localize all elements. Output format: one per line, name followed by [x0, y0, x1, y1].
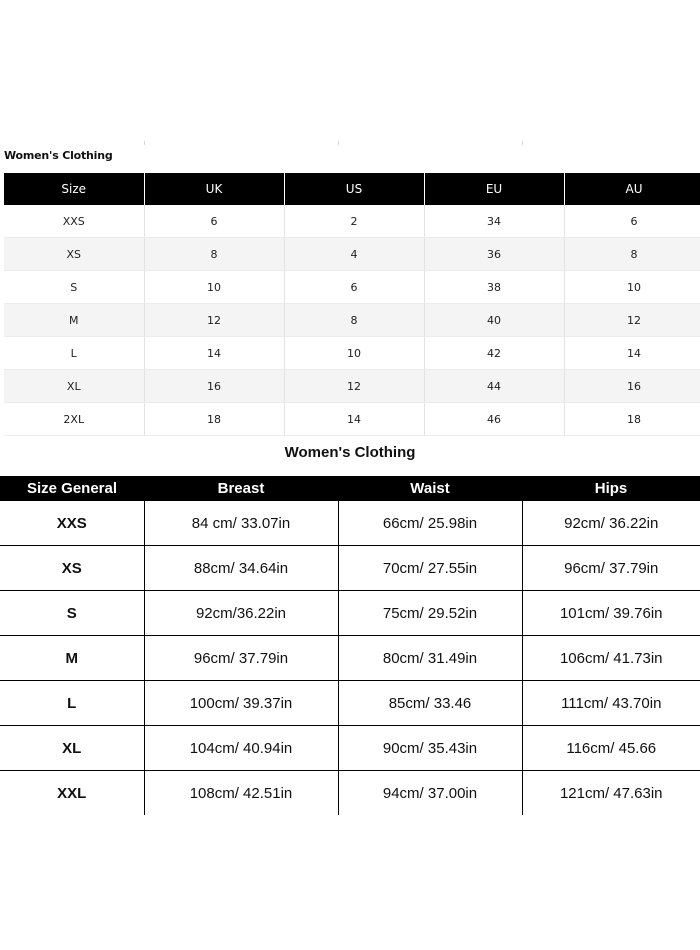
cell-waist: 70cm/ 27.55in	[338, 546, 522, 591]
cell-size: S	[4, 271, 144, 304]
cell-waist: 75cm/ 29.52in	[338, 591, 522, 636]
size-conversion-table-title: Women's Clothing	[4, 149, 113, 162]
cell-eu: 40	[424, 304, 564, 337]
table-row	[0, 726, 700, 771]
cell-au: 14	[564, 337, 700, 370]
size-conversion-table-body	[4, 205, 700, 436]
table-header-row	[0, 476, 700, 501]
table-row	[0, 771, 700, 816]
cell-size: XL	[4, 370, 144, 403]
cell-size-general: XXS	[0, 501, 144, 546]
cell-uk: 12	[144, 304, 284, 337]
cell-breast: 104cm/ 40.94in	[144, 726, 338, 771]
cell-size: L	[4, 337, 144, 370]
cell-waist: 80cm/ 31.49in	[338, 636, 522, 681]
table-row	[4, 403, 700, 436]
cell-waist: 66cm/ 25.98in	[338, 501, 522, 546]
table-row	[4, 205, 700, 238]
cell-size: M	[4, 304, 144, 337]
measurement-table-title: Women's Clothing	[284, 444, 416, 461]
cell-hips: 101cm/ 39.76in	[522, 591, 700, 636]
cell-us: 2	[284, 205, 424, 238]
cell-breast: 96cm/ 37.79in	[144, 636, 338, 681]
cell-size-general: S	[0, 591, 144, 636]
cell-us: 14	[284, 403, 424, 436]
cell-eu: 42	[424, 337, 564, 370]
cell-size-general: XXL	[0, 771, 144, 816]
column-header-au: AU	[564, 173, 700, 205]
cell-size-general: XL	[0, 726, 144, 771]
cell-size: XXS	[4, 205, 144, 238]
cell-hips: 106cm/ 41.73in	[522, 636, 700, 681]
table-row	[4, 271, 700, 304]
cell-uk: 18	[144, 403, 284, 436]
cell-uk: 8	[144, 238, 284, 271]
cell-au: 8	[564, 238, 700, 271]
column-header-eu: EU	[424, 173, 564, 205]
cell-hips: 121cm/ 47.63in	[522, 771, 700, 816]
column-header-uk: UK	[144, 173, 284, 205]
divider-tick	[338, 141, 339, 145]
cell-uk: 6	[144, 205, 284, 238]
cell-size: XS	[4, 238, 144, 271]
cell-eu: 38	[424, 271, 564, 304]
cell-au: 12	[564, 304, 700, 337]
cell-breast: 92cm/36.22in	[144, 591, 338, 636]
table-row	[0, 546, 700, 591]
cell-au: 18	[564, 403, 700, 436]
column-header-size: Size	[4, 173, 144, 205]
cell-us: 4	[284, 238, 424, 271]
cell-breast: 108cm/ 42.51in	[144, 771, 338, 816]
cell-us: 6	[284, 271, 424, 304]
cell-eu: 44	[424, 370, 564, 403]
table-row	[0, 636, 700, 681]
cell-breast: 88cm/ 34.64in	[144, 546, 338, 591]
cell-eu: 34	[424, 205, 564, 238]
cell-waist: 85cm/ 33.46	[338, 681, 522, 726]
cell-us: 8	[284, 304, 424, 337]
cell-au: 10	[564, 271, 700, 304]
cell-waist: 90cm/ 35.43in	[338, 726, 522, 771]
cell-size-general: M	[0, 636, 144, 681]
table-row	[0, 681, 700, 726]
cell-hips: 116cm/ 45.66	[522, 726, 700, 771]
table-row	[0, 591, 700, 636]
cell-hips: 96cm/ 37.79in	[522, 546, 700, 591]
cell-waist: 94cm/ 37.00in	[338, 771, 522, 816]
cell-au: 16	[564, 370, 700, 403]
table-row	[4, 304, 700, 337]
column-header-us: US	[284, 173, 424, 205]
cell-eu: 46	[424, 403, 564, 436]
cell-breast: 84 cm/ 33.07in	[144, 501, 338, 546]
table-row	[4, 238, 700, 271]
cell-au: 6	[564, 205, 700, 238]
cell-size-general: L	[0, 681, 144, 726]
divider-tick	[522, 141, 523, 145]
cell-us: 10	[284, 337, 424, 370]
cell-us: 12	[284, 370, 424, 403]
table-row	[4, 337, 700, 370]
measurement-table	[0, 476, 700, 815]
divider-tick	[144, 141, 145, 145]
table-row	[4, 370, 700, 403]
measurement-table-body	[0, 501, 700, 816]
size-conversion-table	[4, 173, 700, 436]
cell-hips: 111cm/ 43.70in	[522, 681, 700, 726]
cell-size: 2XL	[4, 403, 144, 436]
cell-size-general: XS	[0, 546, 144, 591]
cell-breast: 100cm/ 39.37in	[144, 681, 338, 726]
table-row	[0, 501, 700, 546]
cell-uk: 14	[144, 337, 284, 370]
column-header-breast: Breast	[144, 476, 338, 501]
cell-uk: 16	[144, 370, 284, 403]
column-header-size-general: Size General	[0, 476, 144, 501]
column-header-hips: Hips	[522, 476, 700, 501]
cell-eu: 36	[424, 238, 564, 271]
cell-hips: 92cm/ 36.22in	[522, 501, 700, 546]
cell-uk: 10	[144, 271, 284, 304]
table-header-row	[4, 173, 700, 205]
column-header-waist: Waist	[338, 476, 522, 501]
